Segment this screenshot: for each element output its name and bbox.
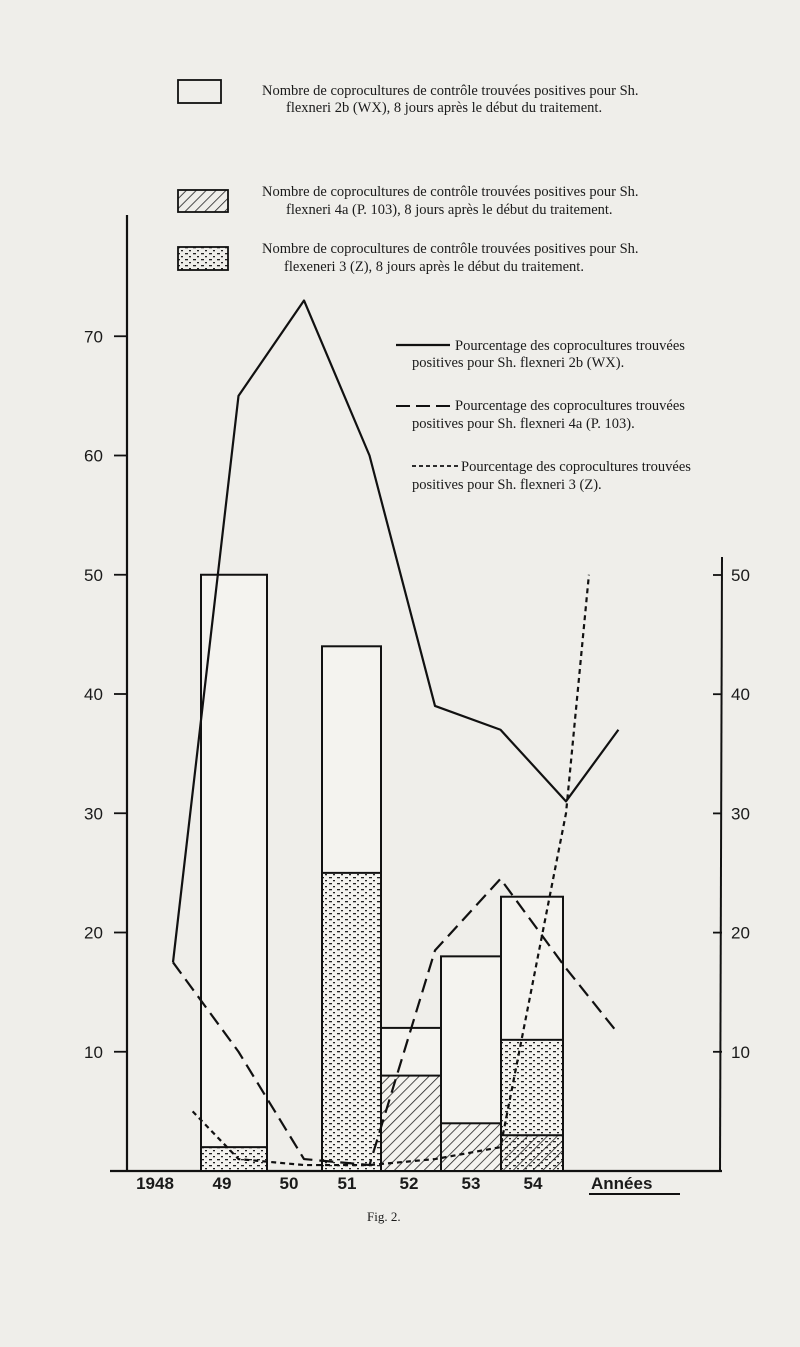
legend-item-z-bars (178, 241, 639, 275)
bar-p103-53 (441, 1123, 501, 1171)
legend-text-z-bars-1: Nombre de coprocultures de contrôle trouvées positives pour Sh. (262, 241, 639, 257)
legend-text-p103-bars-1: Nombre de coprocultures de contrôle trouvées positives pour Sh. (262, 184, 639, 200)
bar-legend (178, 80, 639, 275)
legend-text-wx-line-1: Pourcentage des coprocultures trouvées (455, 338, 685, 354)
legend-swatch-blank (178, 80, 221, 103)
legend-text-z-bars-2: flexeneri 3 (Z), 8 jours après le début du traitement. (284, 259, 584, 275)
x-axis-title: Années (591, 1174, 653, 1193)
legend-text-p103-bars-2: flexneri 4a (P. 103), 8 jours après le début du traitement. (286, 202, 613, 218)
left-tick-label: 60 (84, 446, 103, 466)
bar-z-51 (322, 873, 381, 1171)
left-tick-label: 10 (84, 1042, 103, 1062)
legend-item-p103-bars (178, 184, 639, 218)
legend-item-wx-line (396, 338, 685, 371)
legend-text-p103-line-1: Pourcentage des coprocultures trouvées (455, 398, 685, 414)
right-axis-ticks (713, 566, 750, 1062)
bar-p103-54 (501, 1135, 563, 1171)
x-label-52: 52 (399, 1174, 419, 1193)
legend-item-p103-line (396, 398, 685, 432)
left-tick-label: 20 (84, 923, 103, 943)
right-tick-label: 40 (731, 685, 750, 705)
legend-text-wx-bars-1: Nombre de coprocultures de contrôle trouvées positives pour Sh. (262, 83, 639, 99)
right-tick-label: 50 (731, 566, 750, 585)
x-label-49: 49 (212, 1174, 232, 1193)
legend-text-wx-line-2: positives pour Sh. flexneri 2b (WX). (412, 355, 625, 371)
legend-text-z-line-1: Pourcentage des coprocultures trouvées (461, 459, 691, 475)
left-tick-label: 40 (84, 685, 103, 704)
right-y-axis (720, 557, 722, 1172)
left-tick-label: 30 (84, 804, 103, 824)
right-tick-label: 20 (731, 923, 750, 943)
legend-item-z-line (412, 459, 691, 493)
left-axis-ticks (84, 327, 127, 1062)
legend-text-p103-line-2: positives pour Sh. flexneri 4a (P. 103). (412, 416, 635, 432)
legend-text-wx-bars-2: flexneri 2b (WX), 8 jours après le début du traitement. (286, 100, 603, 116)
x-label-51: 51 (337, 1174, 357, 1193)
legend-swatch-dotted (178, 247, 228, 270)
bar-z-49 (201, 1147, 267, 1171)
x-label-53: 53 (461, 1174, 481, 1193)
x-label-54: 54 (523, 1174, 543, 1193)
bar-wx-49 (201, 575, 267, 1171)
left-tick-label: 50 (84, 565, 103, 585)
legend-text-z-line-2: positives pour Sh. flexneri 3 (Z). (412, 477, 602, 493)
legend-item-wx-bars (178, 80, 639, 116)
x-label-50: 50 (279, 1174, 299, 1193)
right-tick-label: 10 (731, 1042, 750, 1062)
figure-caption: Fig. 2. (367, 1209, 401, 1224)
x-label-1948: 1948 (136, 1174, 174, 1193)
bar-p103-52 (381, 1076, 441, 1171)
line-legend (396, 338, 691, 493)
legend-swatch-hatched (178, 190, 228, 212)
right-tick-label: 30 (731, 804, 750, 824)
left-tick-label: 70 (84, 327, 103, 347)
bars (201, 575, 563, 1171)
x-axis-labels (136, 1174, 543, 1193)
